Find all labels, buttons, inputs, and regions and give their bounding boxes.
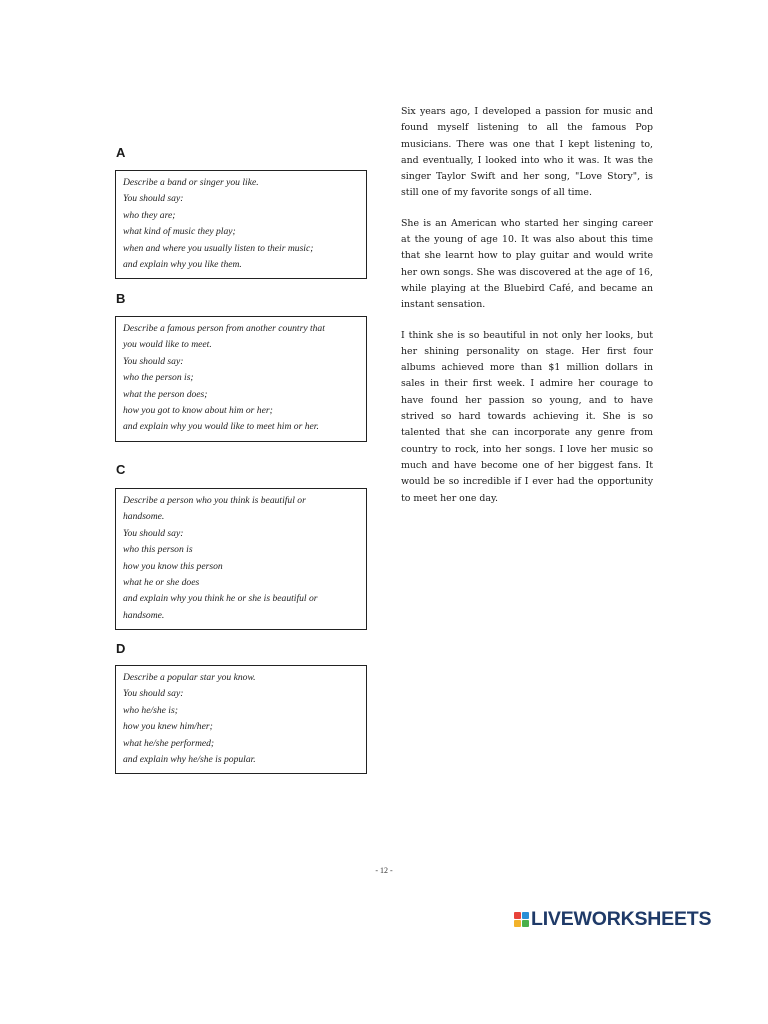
cue-card-c [115,488,367,630]
section-letter-d: D [116,641,126,656]
cue-line: what he or she does [123,577,200,589]
cue-card-d [115,665,367,774]
essay-paragraph: Six years ago, I developed a passion for music and found myself listening to all the famous Pop musicians. There was one that I kept listening to, and eventually, I looked into who it was. It was the singer Taylor Swift and her song, "Love Story", is still one of my favorite songs of all time. [401,106,653,199]
cue-line: how you know this person [123,560,223,572]
logo-square [514,920,521,927]
cue-line: who the person is; [123,372,194,384]
cue-card-b [115,316,367,442]
essay-paragraph: I think she is so beautiful in not only her looks, but her shining personality on stage. Her first four albums achieved more than $1 million dollars in sales in their first week. I admire her courage to have found her passion so young, and to have strived so hard towards achieving it. She is so talented that she can incorporate any genre from country to rock, into her songs. I love her music so much and have become one of her biggest fans. It would be so incredible if I ever had the opportunity to meet her one day. [401,329,653,504]
cue-line: Describe a popular star you know. [123,672,256,683]
cue-line: you would like to meet. [123,339,212,351]
cue-line: who this person is [123,544,193,556]
brand-name: LIVEWORKSHEETS [531,908,712,930]
cue-line: who they are; [123,209,176,221]
cue-line: what the person does; [123,388,208,400]
cue-line: You should say: [123,355,184,367]
cue-line: and explain why you think he or she is beautiful or [123,593,318,605]
sample-essay [401,104,653,521]
cue-line: Describe a famous person from another country that [123,323,325,334]
cue-line: how you knew him/her; [123,721,213,733]
liveworksheets-logo-icon [514,912,529,927]
cue-line: handsome. [123,511,165,523]
cue-line: You should say: [123,527,184,539]
page-number: - 12 - [375,866,393,875]
logo-square [522,920,529,927]
cue-line: You should say: [123,193,184,205]
cue-line: when and where you usually listen to their music; [123,242,314,254]
cue-line: You should say: [123,688,184,700]
section-letter-c: C [116,462,126,477]
logo-square [514,912,521,919]
logo-square [522,912,529,919]
cue-line: what kind of music they play; [123,226,236,238]
cue-line: and explain why he/she is popular. [123,754,256,766]
cue-line: and explain why you like them. [123,259,242,271]
essay-paragraph: She is an American who started her singing career at the young of age 10. It was also about this time that she learnt how to play guitar and would write her own songs. She was discovered at the age of 16, while playing at the Bluebird Café, and became an instant sensation. [401,217,653,311]
liveworksheets-logo [514,908,711,931]
cue-line: what he/she performed; [123,737,215,749]
cue-line: Describe a band or singer you like. [123,177,259,188]
cue-line: who he/she is; [123,704,178,716]
section-letter-b: B [116,291,126,306]
section-letter-a: A [116,145,126,160]
cue-line: how you got to know about him or her; [123,405,273,417]
cue-card-a [115,170,367,279]
cue-line: Describe a person who you think is beautiful or [123,495,306,506]
cue-line: and explain why you would like to meet him or her. [123,421,319,433]
cue-line: handsome. [123,609,165,621]
